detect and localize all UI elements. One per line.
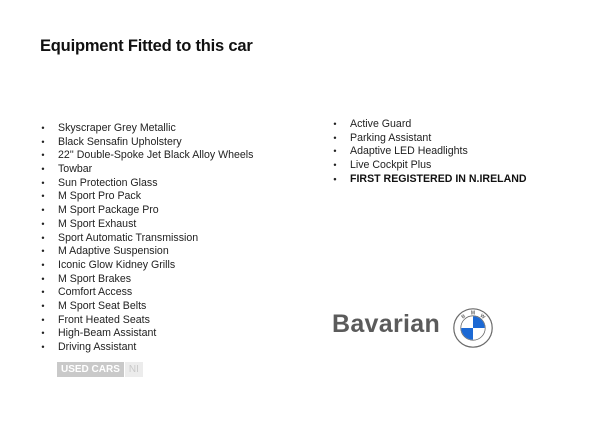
list-item-label: Adaptive LED Headlights	[350, 145, 468, 158]
list-item-label: High-Beam Assistant	[58, 327, 157, 340]
list-item-label: M Sport Package Pro	[58, 204, 159, 217]
bullet-icon: •	[333, 146, 337, 157]
list-item-label: Sport Automatic Transmission	[58, 231, 199, 244]
list-item	[41, 258, 253, 273]
list-item-label: M Sport Exhaust	[58, 217, 137, 230]
page-title: Equipment Fitted to this car	[40, 37, 253, 55]
list-item-label: M Sport Seat Belts	[58, 299, 147, 312]
bmw-letter-m: M	[470, 310, 476, 317]
list-item-label: 22'' Double-Spoke Jet Black Alloy Wheels	[58, 149, 254, 162]
bullet-icon: •	[41, 232, 45, 243]
list-item	[41, 341, 253, 355]
bullet-icon: •	[41, 177, 45, 188]
list-item	[333, 118, 527, 132]
list-item	[41, 135, 253, 150]
list-item-label: Black Sensafin Upholstery	[58, 135, 182, 148]
list-item	[333, 131, 527, 146]
list-item-label: Live Cockpit Plus	[350, 159, 432, 172]
list-item	[41, 231, 253, 246]
bmw-letter-b: B	[460, 313, 467, 321]
bmw-letter-w: W	[478, 312, 487, 321]
list-item	[41, 299, 253, 314]
list-item-label: M Adaptive Suspension	[58, 245, 169, 258]
bullet-icon: •	[333, 160, 337, 171]
bullet-icon: •	[333, 132, 337, 143]
equipment-list-left	[41, 122, 254, 355]
list-item	[41, 204, 253, 218]
used-cars-badge	[57, 362, 143, 377]
region-label: NI	[125, 362, 143, 377]
bullet-icon: •	[41, 218, 45, 229]
list-item-label: Iconic Glow Kidney Grills	[58, 258, 176, 271]
bullet-icon: •	[333, 173, 337, 184]
bullet-icon: •	[41, 123, 45, 133]
bullet-icon: •	[41, 287, 45, 298]
list-item	[41, 217, 253, 232]
bullet-icon: •	[41, 342, 45, 352]
bullet-icon: •	[41, 246, 45, 257]
list-item	[41, 245, 253, 259]
bullet-icon: •	[41, 273, 45, 284]
list-item	[333, 159, 527, 173]
list-item-label: Sun Protection Glass	[58, 176, 158, 189]
bullet-icon: •	[41, 259, 45, 270]
list-item-label: Comfort Access	[58, 286, 133, 299]
list-item	[41, 313, 253, 328]
list-item-label: Towbar	[58, 163, 93, 176]
bullet-icon: •	[41, 205, 45, 216]
bullet-icon: •	[333, 119, 337, 129]
list-item	[333, 145, 527, 159]
list-item	[41, 272, 253, 287]
equipment-list-right	[333, 118, 527, 186]
list-item-label: Front Heated Seats	[58, 313, 150, 326]
list-item	[41, 190, 253, 204]
bullet-icon: •	[41, 314, 45, 325]
list-item-label: FIRST REGISTERED IN N.IRELAND	[350, 172, 527, 185]
list-item-label: M Sport Brakes	[58, 272, 132, 285]
list-item	[41, 163, 253, 177]
list-item	[41, 327, 253, 341]
bullet-icon: •	[41, 136, 45, 147]
list-item	[41, 176, 253, 191]
dealer-brand-name: Bavarian	[332, 310, 441, 338]
list-item	[41, 286, 253, 300]
list-item-label: Driving Assistant	[58, 341, 137, 353]
list-item	[41, 122, 253, 136]
bullet-icon: •	[41, 191, 45, 202]
bullet-icon: •	[41, 300, 45, 311]
list-item-label: M Sport Pro Pack	[58, 190, 142, 203]
bullet-icon: •	[41, 328, 45, 339]
list-item-label: Parking Assistant	[350, 131, 432, 144]
bmw-roundel-icon	[453, 308, 493, 348]
bullet-icon: •	[41, 164, 45, 175]
list-item-label: Skyscraper Grey Metallic	[58, 122, 176, 134]
bullet-icon: •	[41, 150, 45, 161]
used-cars-label: USED CARS	[57, 362, 124, 377]
list-item-registration	[333, 172, 527, 187]
list-item	[41, 149, 254, 163]
list-item-label: Active Guard	[350, 118, 412, 130]
